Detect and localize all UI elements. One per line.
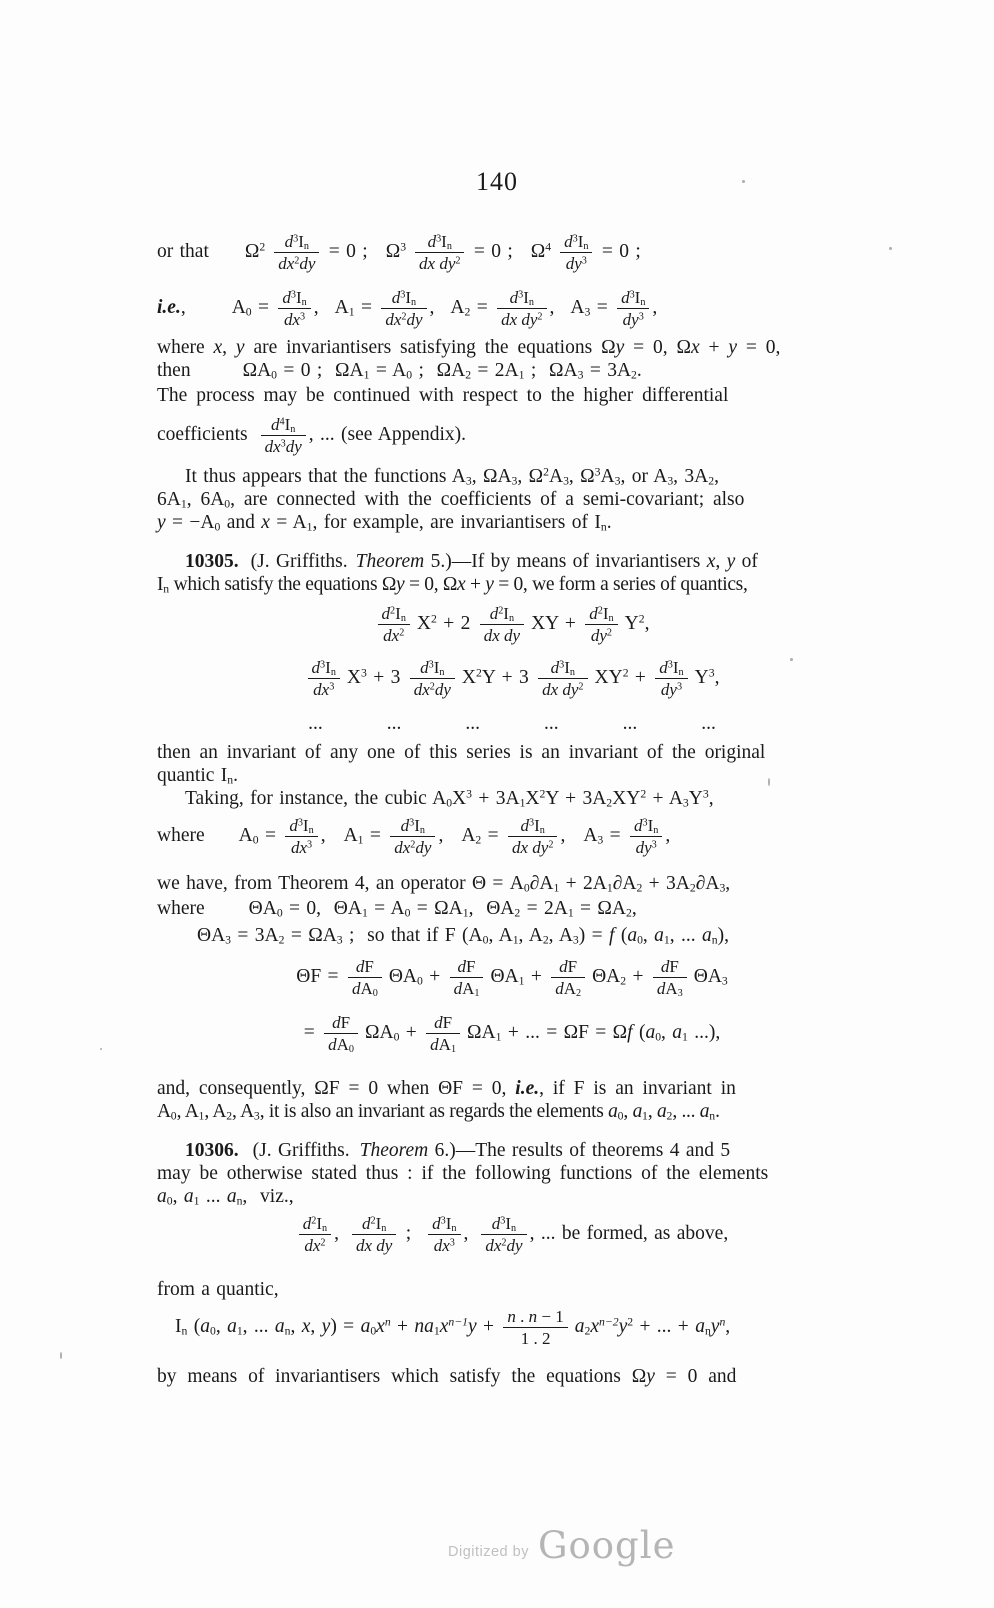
fraction: $\frac{dF}{dA_0}$ — [348, 957, 382, 998]
eq-quantic-expansion: $I_n$ ($a_0$, $a_1$, ... $a_n$, x, $y) = a_0x^n + na_1x^{n-1}y$ + $\frac{n . n - 1}{1 . 2}$ $a_2x^{n-2}y^2$ + ... + $a_ny^n$, — [175, 1307, 731, 1349]
para-taking-cubic: Taking, for instance, the cubic $A_0X^3 + 3A_1X^2Y + 3A_2XY^2 + A_3Y^3$, — [185, 787, 714, 810]
fraction: $\frac{d^3I_n}{dx^2dy}$ — [381, 288, 426, 329]
fraction: $\frac{d^2I_n}{\text{dx dy}}$ — [480, 604, 524, 645]
para-process-continued: The process may be continued with respect to the higher differential — [157, 385, 729, 406]
fraction: $\frac{d^3I_n}{dx^3}$ — [308, 658, 340, 699]
page-number: 140 — [476, 167, 518, 196]
fraction: $\frac{d^3I_n}{dx^2dy}$ — [410, 658, 455, 699]
fraction: $\frac{d^3I_n}{dx^2dy}$ — [481, 1214, 526, 1255]
scan-speck — [100, 1048, 102, 1050]
eq-functions-list: $\frac{d^2I_n}{dx^2}$ , $\frac{d^2I_n}{\text{dx dy}}$ ; $\frac{d^3I_n}{dx^3}$ , $\frac{d^3I_n}{dx^2dy}$ , ... be formed, as above, — [157, 1208, 867, 1260]
fraction: $\frac{d^3I_n}{dy^3}$ — [617, 288, 649, 329]
fraction: $\frac{d^3I_n}{dx^2dy}$ — [390, 816, 435, 857]
fraction: $\frac{d^3I_n}{dx^3}$ — [278, 288, 310, 329]
para-consequently-1: and, consequently, ΩF = 0 when ΘF = 0, i.e., if F is an invariant in — [157, 1078, 736, 1099]
eq-quantic-series-1: $\frac{d^2I_n}{dx^2}$ $X^2 + 2$ $\frac{d^2I_n}{\text{dx dy}}$ XY + $\frac{d^2I_n}{dy^2}$ $Y^2$, — [157, 598, 867, 650]
para-where-invariantisers: where x, y are invariantisers satisfying the equations Ωy = 0, Ωx + y = 0, — [157, 337, 781, 358]
fraction: $\frac{dF}{dA_2}$ — [551, 957, 585, 998]
fraction: $\frac{d^2I_n}{dx^2}$ — [299, 1214, 331, 1255]
fraction: $\frac{d^3I_n}{dy^3}$ — [655, 658, 687, 699]
fraction: $\frac{dF}{dA_0}$ — [324, 1013, 358, 1054]
para-by-means: by means of invariantisers which satisfy the equations Ωy = 0 and — [157, 1366, 737, 1387]
para-consequently-2: $A_0$, $A_1$, $A_2$, $A_3$, it is also an invariant as regards the elements $a_0$, $a_1$, $a_2$, ... $a_n$. — [157, 1101, 720, 1123]
fraction: $\frac{d^2I_n}{\text{dx dy}}$ — [352, 1214, 396, 1255]
para-10306-heading: 10306. (J. Griffiths. Theorem 6.)—The results of theorems 4 and 5 — [185, 1140, 731, 1161]
eq-where-A-definitions: where $A_0$ = $\frac{d^3I_n}{dx^3}$ , $A_1$ = $\frac{d^3I_n}{dx^2dy}$ , $A_2$ = $\frac{d^3I_n}{dx dy^2}$ , $A_3$ = $\frac{d^3I_n}{dy^3}$ , — [157, 816, 671, 858]
fraction: $\frac{dF}{dA_1}$ — [450, 957, 484, 998]
fraction: $\frac{d^3I_n}{dx dy^2}$ — [415, 232, 464, 273]
fraction: $\frac{d^3I_n}{dx dy^2}$ — [508, 816, 557, 857]
watermark — [448, 1524, 675, 1567]
fraction: $\frac{d^2I_n}{dy^2}$ — [585, 604, 617, 645]
eq-omega-A-relations: then $\Omega A_0 = 0$ ; $\Omega A_1 = A_0$ ; $\Omega A_2 = 2A_1$ ; $\Omega A_3 = 3A_2$. — [157, 360, 642, 382]
fraction: $\frac{d^3I_n}{dx dy^2}$ — [538, 658, 587, 699]
eq-A-definitions: i.e., $A_0$ = $\frac{d^3I_n}{dx^3}$ , $A_1$ = $\frac{d^3I_n}{dx^2dy}$ , $A_2$ = $\frac{d^3I_n}{dx dy^2}$ , $A_3$ = $\frac{d^3I_n}{dy^3}$ , — [157, 288, 658, 330]
eq-theta-F-expansion: ΘF = $\frac{dF}{dA_0}$ $\Theta A_0$ + $\frac{dF}{dA_1}$ $\Theta A_1$ + $\frac{dF}{dA_2}$ $\Theta A_2$ + $\frac{dF}{dA_3}$ $\Theta A_3$ — [296, 957, 728, 1000]
fraction: $\frac{d^4I_n}{dx^3dy}$ — [261, 415, 306, 456]
scan-speck — [742, 180, 745, 183]
scan-speck — [768, 778, 770, 786]
para-it-thus-appears-1: It thus appears that the functions $A_3$, $\Omega A_3$, $\Omega^2A_3$, $\Omega^3A_3$, or $A_3$, $3A_2$, — [185, 465, 719, 488]
para-10306-body-1: may be otherwise stated thus : if the following functions of the elements — [157, 1163, 769, 1184]
eq-theta-relations-1: where $\Theta A_0 = 0$, $\Theta A_1 = A_0 = \Omega A_1$, $\Theta A_2 = 2A_1 = \Omega A_2$, — [157, 898, 637, 920]
page-lines — [157, 226, 867, 1388]
fraction: $\frac{d^3I_n}{dy^3}$ — [560, 232, 592, 273]
fraction: $\frac{dF}{dA_3}$ — [653, 957, 687, 998]
scan-speck — [790, 658, 793, 661]
eq-higher-coefficients: coefficients $\frac{d^4I_n}{dx^3dy}$ , ... (see Appendix). — [157, 415, 467, 457]
eq-dots-row: ... ... ... ... ... ... — [308, 713, 716, 734]
fraction: $\frac{d^3I_n}{dy^3}$ — [630, 816, 662, 857]
para-10305-body: $I_n$ which satisfy the equations Ωy = 0, Ωx + y = 0, we form a series of quantics, — [157, 574, 748, 596]
para-then-invariant-2: quantic $I_n$. — [157, 765, 238, 787]
para-from-a-quantic: from a quantic, — [157, 1279, 279, 1300]
fraction: $\frac{n . n - 1}{1 . 2}$ — [503, 1307, 567, 1348]
eq-omega-F-result: = $\frac{dF}{dA_0}$ $\Omega A_0$ + $\frac{dF}{dA_1}$ $\Omega A_1$ + ... = ΩF = Ωf ($a_0$, $a_1$ ...), — [303, 1013, 721, 1056]
para-then-invariant-1: then an invariant of any one of this series is an invariant of the original — [157, 742, 766, 763]
para-10305-heading: 10305. (J. Griffiths. Theorem 5.)—If by means of invariantisers x, y of — [185, 551, 758, 572]
para-it-thus-appears-2: $6A_1$, $6A_0$, are connected with the coefficients of a semi-covariant; also — [157, 489, 745, 511]
google-logo: Google — [537, 1524, 676, 1567]
para-operator-theta: we have, from Theorem 4, an operator $\Theta = A_0\partial A_1 + 2A_1\partial A_2 + 3A_2\partial A_3$, — [157, 873, 731, 895]
eq-theta-relations-2: $\Theta A_3 = 3A_2 = \Omega A_3$ ; so that if F ($A_0$, $A_1$, $A_2$, $A_3) = f$ ($a_0$, $a_1$, ... $a_n$), — [197, 925, 729, 947]
para-10306-body-2: $a_0$, $a_1$ ... $a_n$, viz., — [157, 1186, 294, 1208]
watermark-prefix: Digitized by — [448, 1543, 529, 1560]
fraction: $\frac{d^3I_n}{dx^3}$ — [285, 816, 317, 857]
para-it-thus-appears-3: $y = -A_0$ and $x = A_1$, for example, are invariantisers of $I_n$. — [157, 512, 612, 534]
eq-omega-derivatives: or that $\Omega^2$ $\frac{d^3I_n}{dx^2dy}$ = 0 ; $\Omega^3$ $\frac{d^3I_n}{dx dy^2}$ = 0 ; $\Omega^4$ $\frac{d^3I_n}{dy^3}$ = 0 ; — [157, 232, 641, 274]
fraction: $\frac{d^3I_n}{dx^2dy}$ — [274, 232, 319, 273]
scan-speck — [60, 1352, 62, 1359]
fraction: $\frac{d^3I_n}{dx dy^2}$ — [497, 288, 546, 329]
scan-speck — [889, 247, 892, 250]
fraction: $\frac{d^2I_n}{dx^2}$ — [378, 604, 410, 645]
fraction: $\frac{d^3I_n}{dx^3}$ — [428, 1214, 460, 1255]
fraction: $\frac{dF}{dA_1}$ — [426, 1013, 460, 1054]
eq-quantic-series-2: $\frac{d^3I_n}{dx^3}$ $X^3 + 3$ $\frac{d^3I_n}{dx^2dy}$ $X^2Y + 3$ $\frac{d^3I_n}{dx dy^2}$ $XY^2$ + $\frac{d^3I_n}{dy^3}$ $Y^3$, — [157, 652, 867, 704]
